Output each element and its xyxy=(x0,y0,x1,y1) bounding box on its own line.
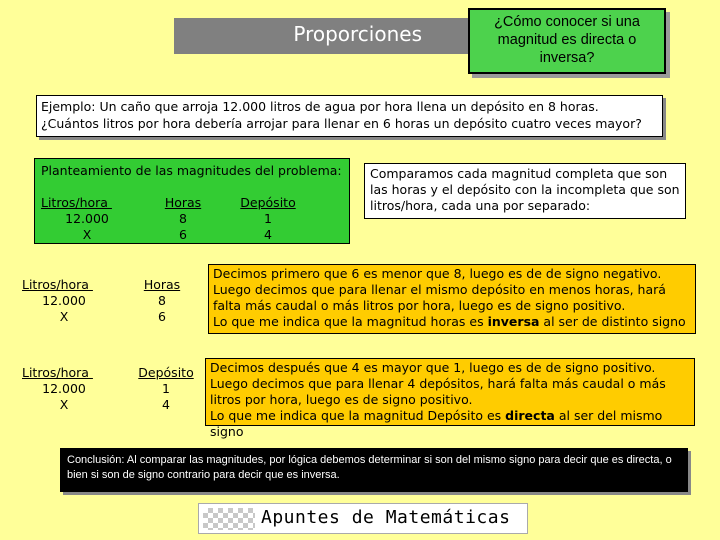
column-label: Depósito xyxy=(138,365,194,380)
column-value: 8 xyxy=(158,293,166,308)
conclusion-text: Conclusión: Al comparar las magnitudes, por lógica debemos determinar si son del mismo signo para decir que es directa, o bien si son de signo contrario para decir que es inversa. xyxy=(67,454,672,481)
column-value: 4 xyxy=(162,397,170,412)
footer-banner xyxy=(198,503,528,534)
explanation-conclusion-line xyxy=(210,408,690,440)
column-value: X xyxy=(59,309,69,324)
column-value: 8 xyxy=(179,211,187,226)
question-line: inversa? xyxy=(539,50,595,66)
pair2-litros xyxy=(22,365,106,413)
explanation-horas xyxy=(208,264,696,334)
checker-pattern-icon xyxy=(203,508,255,530)
conclusion-box xyxy=(60,448,688,492)
column-label: Depósito xyxy=(240,195,296,210)
explanation-line: Luego decimos que para llenar el mismo depósito en menos horas, hará falta más caudal o más litros por hora, luego es de signo positivo. xyxy=(213,282,666,313)
page-title: Proporciones xyxy=(293,22,422,46)
example-line: ¿Cuántos litros por hora debería arrojar para llenar en 6 horas un depósito cuatro veces mayor? xyxy=(41,116,642,131)
column-value: 1 xyxy=(162,381,170,396)
question-line: ¿Cómo conocer si una xyxy=(494,14,640,30)
conclusion-post: al ser del mismo signo xyxy=(210,408,663,439)
conclusion-post: al ser de distinto signo xyxy=(539,314,686,329)
column-label: Horas xyxy=(143,277,181,292)
conclusion-pre: Lo que me indica que la magnitud Depósito es xyxy=(210,408,506,423)
explanation-conclusion-line xyxy=(213,314,691,330)
column-label: Litros/hora xyxy=(22,365,93,380)
pair1-horas xyxy=(140,277,184,325)
question-box xyxy=(468,8,666,74)
column-value: X xyxy=(59,397,69,412)
explanation-line: Decimos primero que 6 es menor que 8, luego es de de signo negativo. xyxy=(213,266,662,281)
explanation-line: Luego decimos que para llenar 4 depósitos, hará falta más caudal o más litros por hora, luego es de signo positivo. xyxy=(210,376,666,407)
column-value: 4 xyxy=(264,227,272,242)
pair1-litros xyxy=(22,277,106,325)
column-value: 6 xyxy=(179,227,187,242)
column-horas xyxy=(163,195,203,243)
column-value: X xyxy=(82,227,92,242)
compare-box xyxy=(364,163,686,219)
column-value: 12.000 xyxy=(42,293,86,308)
planteamiento-heading: Planteamiento de las magnitudes del problema: xyxy=(41,163,342,178)
compare-text: Comparamos cada magnitud completa que son las horas y el depósito con la incompleta que son litros/hora, cada una por separado: xyxy=(370,166,680,213)
example-line: Ejemplo: Un caño que arroja 12.000 litros de agua por hora llena un depósito en 8 horas. xyxy=(41,99,599,114)
footer-text: Apuntes de Matemáticas xyxy=(261,507,511,528)
column-label: Litros/hora xyxy=(41,195,112,210)
example-box xyxy=(36,95,663,137)
conclusion-pre: Lo que me indica que la magnitud horas es xyxy=(213,314,488,329)
magnitude-type: directa xyxy=(505,408,555,423)
title-bar xyxy=(174,18,472,54)
column-litros xyxy=(41,195,133,243)
explanation-line: Decimos después que 4 es mayor que 1, luego es de de signo positivo. xyxy=(210,360,656,375)
column-deposito xyxy=(239,195,297,243)
column-label: Litros/hora xyxy=(22,277,93,292)
column-label: Horas xyxy=(164,195,202,210)
question-line: magnitud es directa o xyxy=(497,32,637,48)
magnitude-type: inversa xyxy=(487,314,540,329)
column-value: 12.000 xyxy=(42,381,86,396)
column-value: 12.000 xyxy=(65,211,109,226)
column-value: 6 xyxy=(158,309,166,324)
pair2-deposito xyxy=(136,365,196,413)
explanation-deposito xyxy=(205,358,695,439)
column-value: 1 xyxy=(264,211,272,226)
planteamiento-box xyxy=(34,158,350,244)
